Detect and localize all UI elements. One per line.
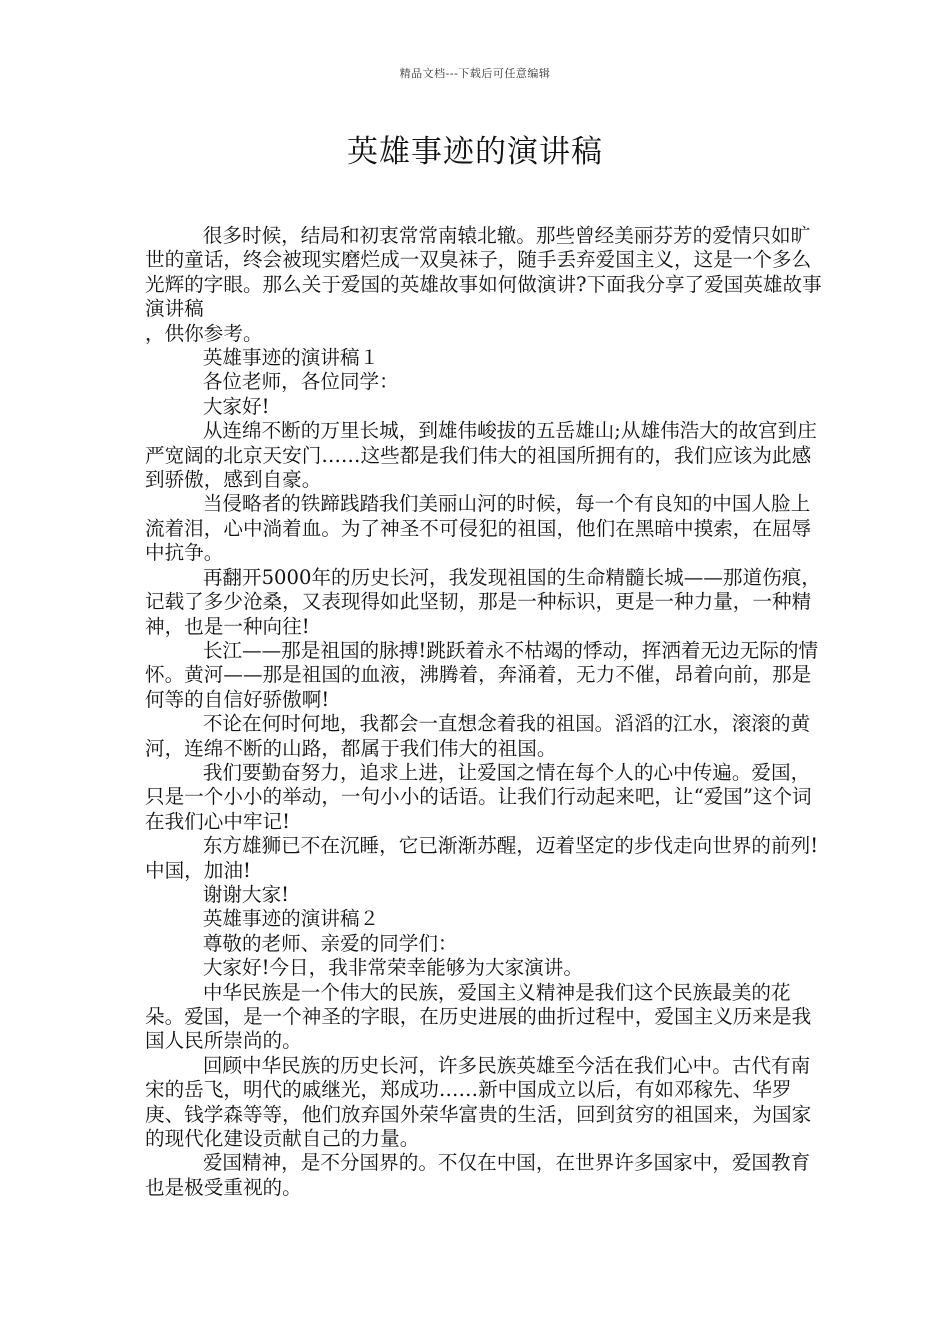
paragraph: 爱国精神，是不分国界的。不仅在中国，在世界许多国家中，爱国教育也是极受重视的。 — [145, 1151, 811, 1199]
paragraph: 大家好!今日，我非常荣幸能够为大家演讲。 — [202, 956, 583, 980]
paragraph: 长江——那是祖国的脉搏!跳跃着永不枯竭的悸动，挥洒着无边无际的情怀。黄河——那是祖国的血液，沸腾着，奔涌着，无力不催，昂着向前，那是何等的自信好骄傲啊! — [145, 638, 819, 711]
paragraph: 不论在何时何地，我都会一直想念着我的祖国。滔滔的江水，滚滚的黄河，连绵不断的山路，都属于我们伟大的祖国。 — [145, 712, 811, 760]
paragraph: 当侵略者的铁蹄践踏我们美丽山河的时候，每一个有良知的中国人脸上流着泪，心中淌着血。为了神圣不可侵犯的祖国，他们在黑暗中摸索，在屈辱中抗争。 — [145, 492, 812, 565]
paragraph: 英雄事迹的演讲稿２ — [202, 907, 380, 931]
paragraph: 中华民族是一个伟大的民族，爱国主义精神是我们这个民族最美的花朵。爱国，是一个神圣的字眼，在历史进展的曲折过程中，爱国主义历来是我国人民所崇尚的。 — [145, 980, 812, 1053]
document-body — [145, 224, 823, 1200]
paragraph: 各位老师，各位同学： — [202, 370, 399, 394]
paragraph: 很多时候，结局和初衷常常南辕北辙。那些曾经美丽芬芳的爱情只如旷世的童话，终会被现实磨烂成一双臭袜子，随手丢弃爱国主义，这是一个多么光辉的字眼。那么关于爱国的英雄故事如何做演讲?下面我分享了爱国英雄故事演讲稿 — [145, 224, 822, 321]
paragraph: 大家好! — [202, 394, 270, 418]
paragraph: 英雄事迹的演讲稿１ — [202, 346, 380, 370]
document-title: 英雄事迹的演讲稿 — [347, 134, 603, 170]
paragraph: 谢谢大家! — [202, 882, 290, 906]
paragraph: 我们要勤奋努力，追求上进，让爱国之情在每个人的心中传遍。爱国，只是一个小小的举动，一句小小的话语。让我们行动起来吧，让“爱国”这个词在我们心中牢记! — [145, 760, 812, 833]
paragraph: 东方雄狮已不在沉睡，它已渐渐苏醒，迈着坚定的步伐走向世界的前列!中国，加油! — [145, 834, 819, 882]
paragraph: 尊敬的老师、亲爱的同学们： — [202, 931, 458, 955]
paragraph: 从连绵不断的万里长城，到雄伟峻拔的五岳雄山;从雄伟浩大的故宫到庄严宽阔的北京天安门……这些都是我们伟大的祖国所拥有的，我们应该为此感到骄傲，感到自豪。 — [145, 419, 817, 492]
paragraph: 回顾中华民族的历史长河，许多民族英雄至今活在我们心中。古代有南宋的岳飞，明代的戚继光，郑成功……新中国成立以后，有如邓稼先、华罗庚、钱学森等等，他们放弃国外荣华富贵的生活，回到贫穷的祖国来，为国家的现代化建设贡献自己的力量。 — [145, 1053, 812, 1151]
header-note: 精品文档---下载后可任意编辑 — [399, 67, 551, 80]
paragraph: ，供你参考。 — [145, 321, 263, 345]
paragraph: 再翻开5000年的历史长河，我发现祖国的生命精髓长城——那道伤痕，记载了多少沧桑，又表现得如此坚韧，那是一种标识，更是一种力量，一种精神，也是一种向往! — [145, 565, 821, 638]
